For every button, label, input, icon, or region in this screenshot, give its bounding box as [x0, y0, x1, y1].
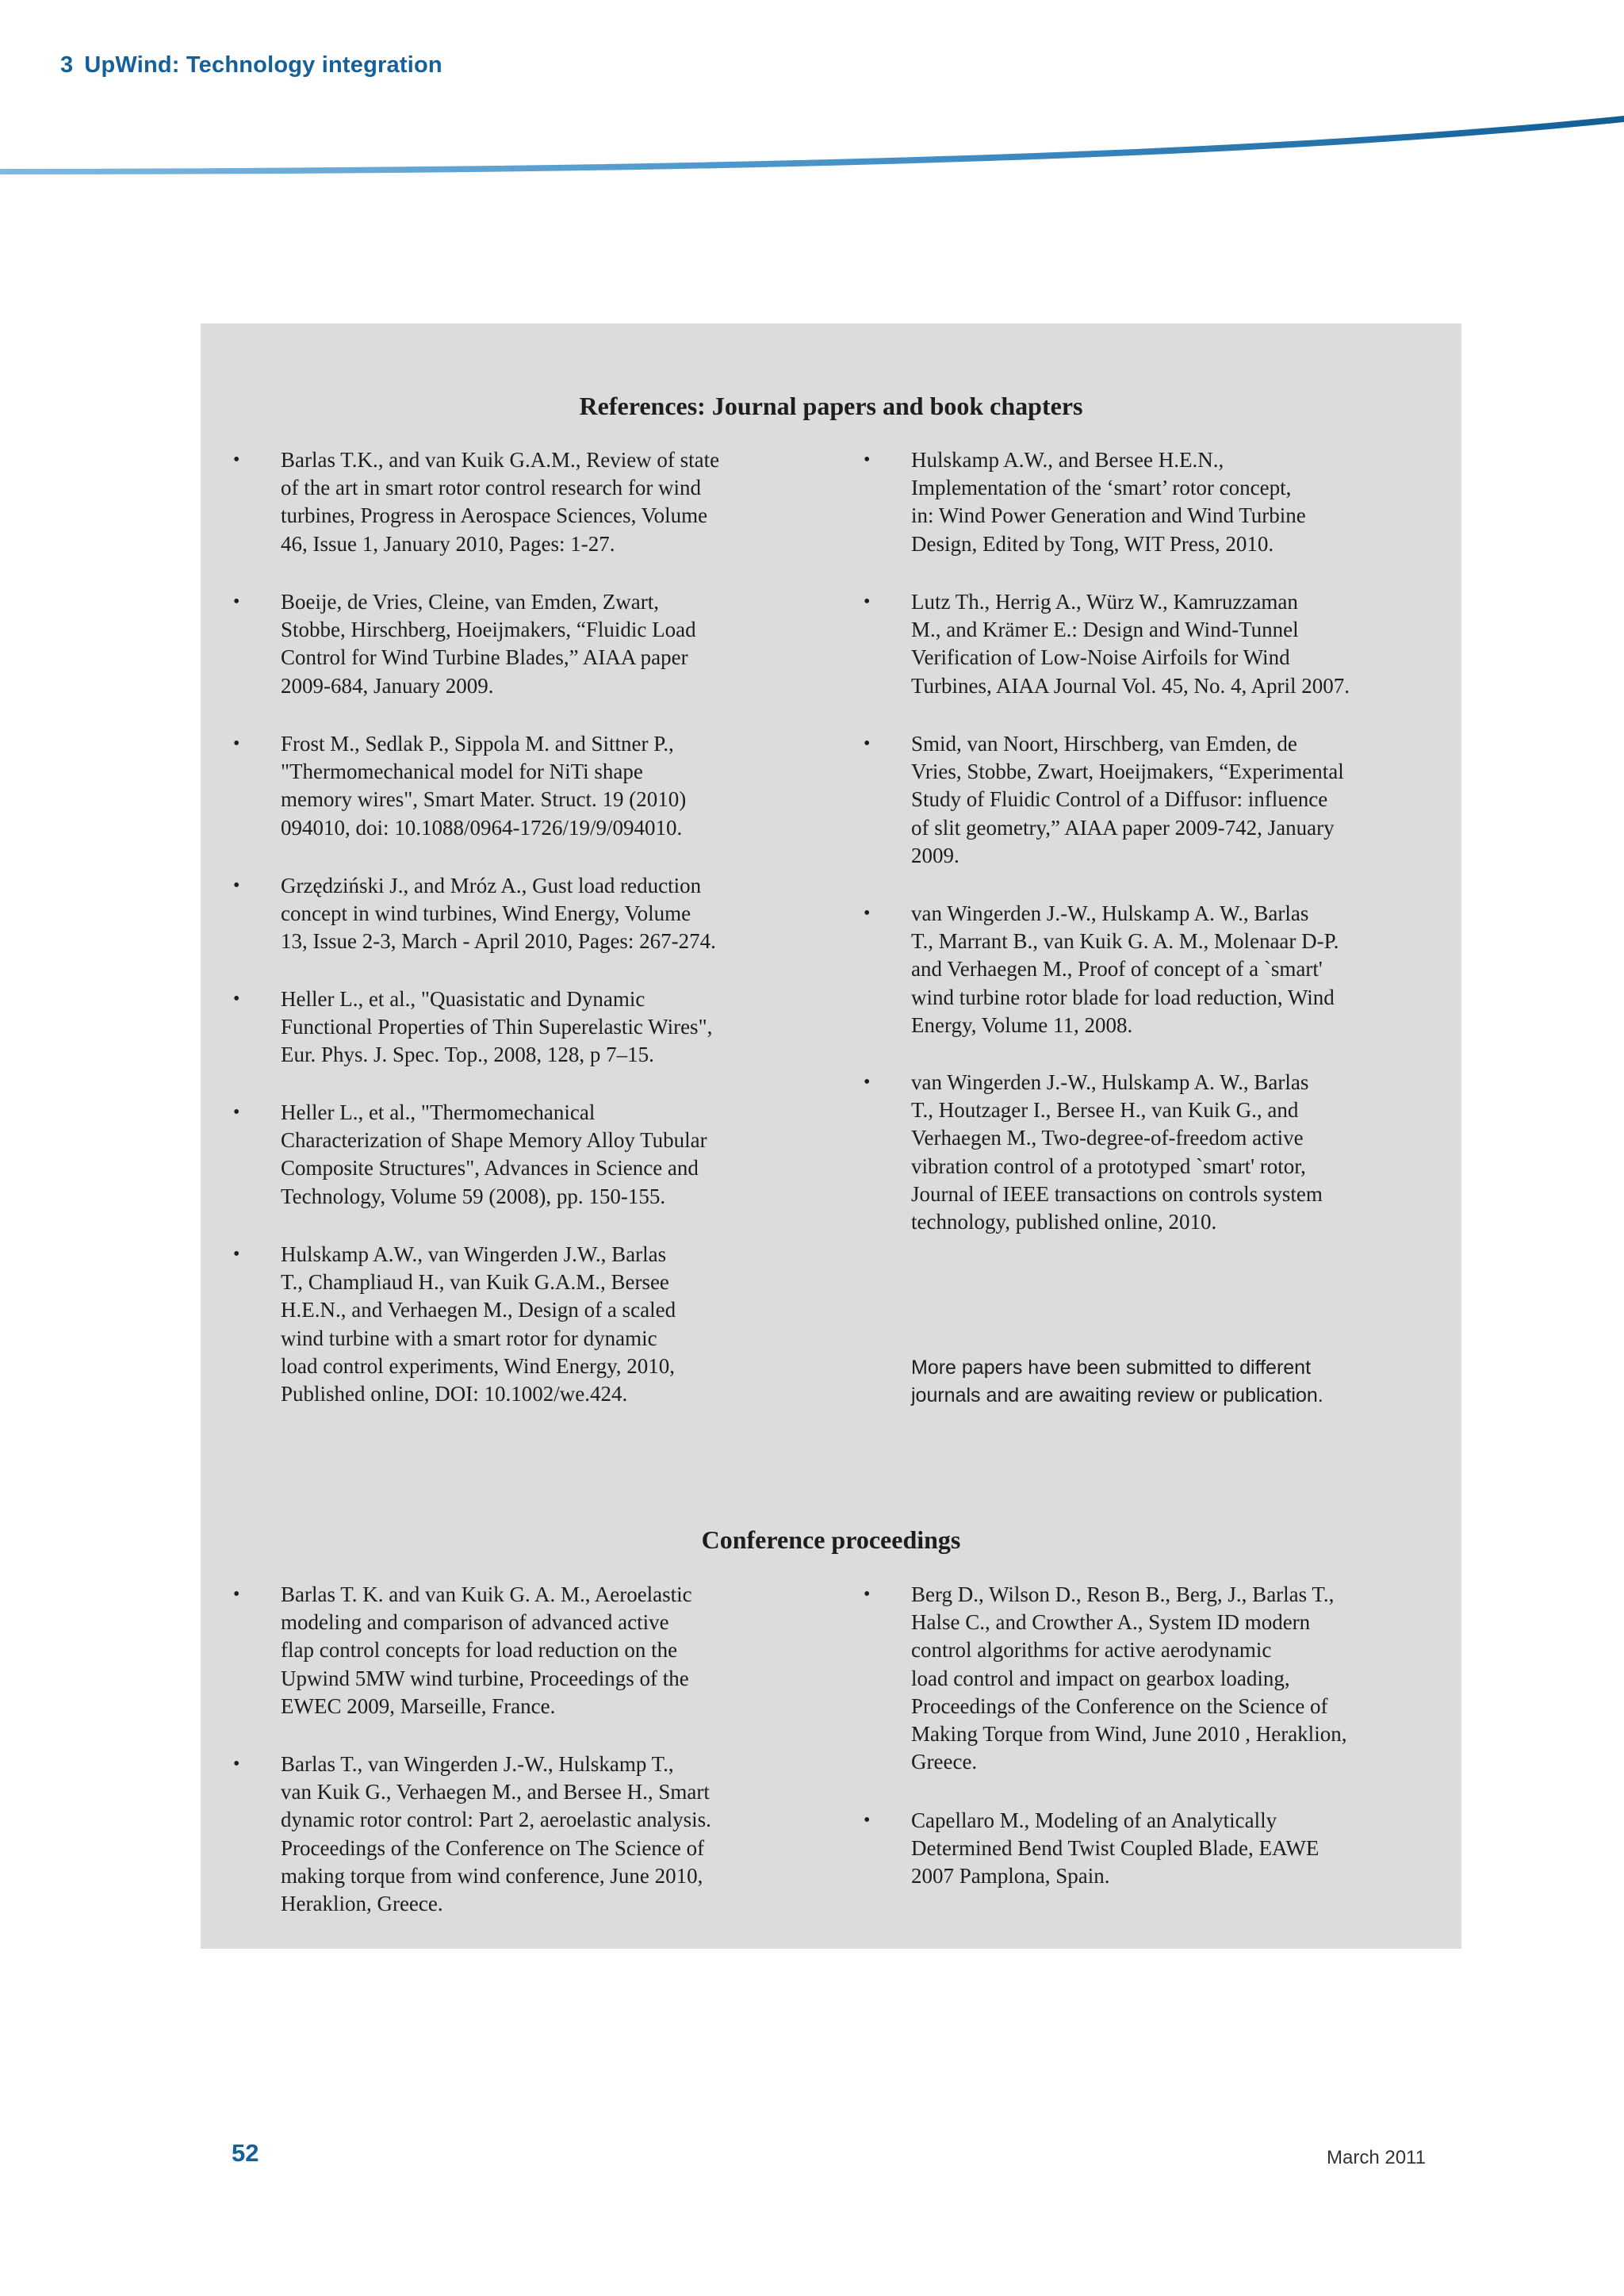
- bullet-icon: •: [233, 450, 240, 470]
- reference-item: • Barlas T., van Wingerden J.-W., Hulskamp T., van Kuik G., Verhaegen M., and Bersee H., Smart dynamic rotor control: Part 2, aeroelastic analysis. Proceedings of the Conference on The Science of making torque from wind conference, June 2010, Heraklion, Greece.: [233, 1752, 711, 1916]
- page-number: 52: [232, 2139, 259, 2167]
- journal-section-title: References: Journal papers and book chapters: [579, 392, 1083, 420]
- reference-item: • van Wingerden J.-W., Hulskamp A. W., Barlas T., Houtzager I., Bersee H., van Kuik G., and Verhaegen M., Two-degree-of-freedom active vibration control of a prototyped `smart' rotor, Journal of IEEE transactions on controls system technology, published online, 2010.: [864, 1070, 1323, 1234]
- bullet-icon: •: [233, 1754, 240, 1774]
- reference-item: • van Wingerden J.-W., Hulskamp A. W., Barlas T., Marrant B., van Kuik G. A. M., Molenaar D-P. and Verhaegen M., Proof of concept of a `smart' wind turbine rotor blade for load reduction, Wind Energy, Volume 11, 2008.: [864, 901, 1339, 1037]
- bullet-icon: •: [233, 591, 240, 612]
- bullet-icon: •: [864, 1810, 871, 1831]
- submitted-papers-note: More papers have been submitted to different journals and are awaiting review or publication.: [911, 1357, 1323, 1406]
- bullet-icon: •: [864, 1072, 871, 1093]
- running-header: [60, 52, 442, 78]
- bullet-icon: •: [864, 903, 871, 924]
- reference-item: • Heller L., et al., "Thermomechanical Characterization of Shape Memory Alloy Tubular Composite Structures", Advances in Science and Technology, Volume 59 (2008), pp. 150-155.: [233, 1100, 707, 1208]
- reference-item: • Frost M., Sedlak P., Sippola M. and Sittner P., "Thermomechanical model for NiTi shape memory wires", Smart Mater. Struct. 19 (2010) 094010, doi: 10.1088/0964-1726/19/9/094010.: [233, 732, 687, 840]
- reference-item: • Capellaro M., Modeling of an Analytically Determined Bend Twist Coupled Blade, EAWE 2007 Pamplona, Spain.: [864, 1808, 1320, 1888]
- bullet-icon: •: [864, 450, 871, 470]
- chapter-number: 3: [60, 52, 74, 78]
- reference-item: • Heller L., et al., "Quasistatic and Dynamic Functional Properties of Thin Superelastic Wires", Eur. Phys. J. Spec. Top., 2008, 128, p 7–15.: [233, 987, 713, 1067]
- bullet-icon: •: [233, 875, 240, 896]
- reference-item: • Barlas T.K., and van Kuik G.A.M., Review of state of the art in smart rotor control research for wind turbines, Progress in Aerospace Sciences, Volume 46, Issue 1, January 2010, Pages: 1-27.: [233, 448, 720, 556]
- bullet-icon: •: [233, 1102, 240, 1123]
- bullet-icon: •: [864, 733, 871, 754]
- reference-item: • Smid, van Noort, Hirschberg, van Emden, de Vries, Stobbe, Zwart, Hoeijmakers, “Experimental Study of Fluidic Control of a Diffusor: influence of slit geometry,” AIAA paper 2009-742, January 2009.: [864, 732, 1344, 867]
- bullet-icon: •: [233, 1244, 240, 1265]
- reference-item: • Barlas T. K. and van Kuik G. A. M., Aeroelastic modeling and comparison of advanced active flap control concepts for load reduction on the Upwind 5MW wind turbine, Proceedings of the EWEC 2009, Marseille, France.: [233, 1582, 692, 1718]
- chapter-title: UpWind: Technology integration: [84, 52, 442, 78]
- issue-date: March 2011: [1327, 2147, 1426, 2168]
- bullet-icon: •: [233, 733, 240, 754]
- bullet-icon: •: [864, 591, 871, 612]
- reference-item: • Hulskamp A.W., van Wingerden J.W., Barlas T., Champliaud H., van Kuik G.A.M., Bersee H.E.N., and Verhaegen M., Design of a scaled wind turbine with a smart rotor for dynamic load control experiments, Wind Energy, 2010, Published online, DOI: 10.1002/we.424.: [233, 1242, 676, 1406]
- reference-item: • Grzędziński J., and Mróz A., Gust load reduction concept in wind turbines, Wind Energy, Volume 13, Issue 2-3, March - April 2010, Pages: 267-274.: [233, 874, 716, 954]
- bullet-icon: •: [233, 989, 240, 1009]
- conference-section-title: Conference proceedings: [701, 1525, 961, 1554]
- bullet-icon: •: [233, 1584, 240, 1605]
- reference-item: • Lutz Th., Herrig A., Würz W., Kamruzzaman M., and Krämer E.: Design and Wind-Tunnel Verification of Low-Noise Airfoils for Wind Turbines, AIAA Journal Vol. 45, No. 4, April 2007.: [864, 590, 1350, 698]
- bullet-icon: •: [864, 1584, 871, 1605]
- reference-item: • Boeije, de Vries, Cleine, van Emden, Zwart, Stobbe, Hirschberg, Hoeijmakers, “Fluidic Load Control for Wind Turbine Blades,” AIAA paper 2009-684, January 2009.: [233, 590, 696, 698]
- reference-item: • Hulskamp A.W., and Bersee H.E.N., Implementation of the ‘smart’ rotor concept, in: Wind Power Generation and Wind Turbine Design, Edited by Tong, WIT Press, 2010.: [864, 448, 1306, 556]
- header-swoosh-decoration: [0, 111, 1624, 182]
- references-panel: [201, 323, 1461, 1949]
- reference-item: • Berg D., Wilson D., Reson B., Berg, J., Barlas T., Halse C., and Crowther A., System ID modern control algorithms for active aerodynamic load control and impact on gearbox loading, Proceedings of the Conference on the Science of Making Torque from Wind, June 2010 , Heraklion, Greece.: [864, 1582, 1347, 1774]
